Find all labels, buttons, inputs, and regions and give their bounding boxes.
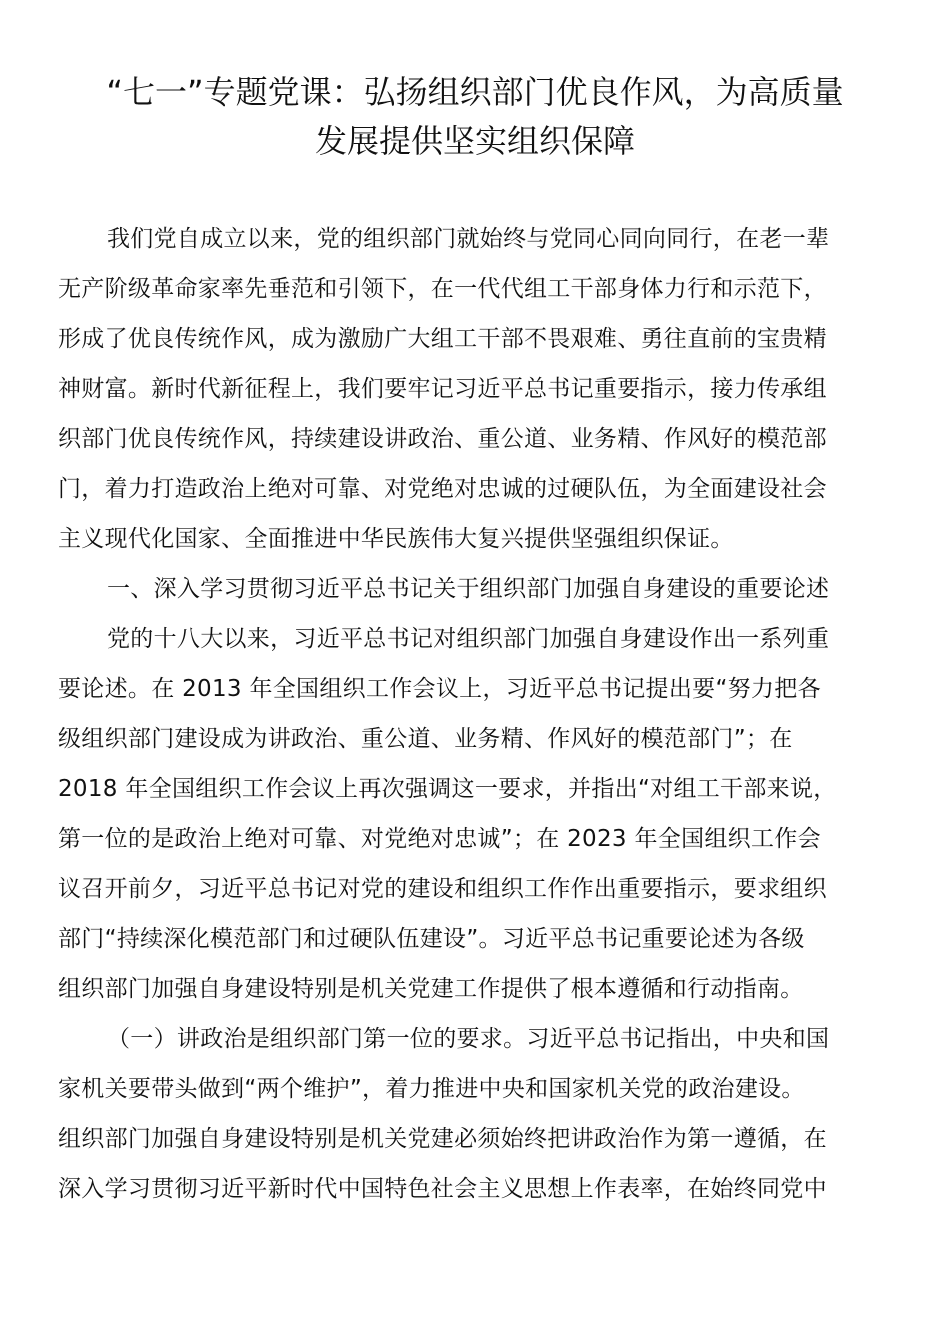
paragraph-line: 神财富。新时代新征程上，我们要牢记习近平总书记重要指示，接力传承组 [58, 376, 827, 402]
paragraph-line: 家机关要带头做到“两个维护”，着力推进中央和国家机关党的政治建设。 [58, 1076, 805, 1102]
title-line-2: 发展提供坚实组织保障 [314, 122, 635, 160]
paragraph-line: 组织部门加强自身建设特别是机关党建工作提供了根本遵循和行动指南。 [58, 976, 804, 1002]
paragraph-line: 部门“持续深化模范部门和过硬队伍建设”。习近平总书记重要论述为各级 [58, 926, 805, 952]
paragraph-line: 织部门优良传统作风，持续建设讲政治、重公道、业务精、作风好的模范部 [58, 426, 827, 452]
document-body [58, 214, 888, 1214]
paragraph-line: 形成了优良传统作风，成为激励广大组工干部不畏艰难、勇往直前的宝贵精 [58, 326, 827, 352]
paragraph-line: 议召开前夕，习近平总书记对党的建设和组织工作作出重要指示，要求组织 [58, 876, 827, 902]
paragraph-line: 无产阶级革命家率先垂范和引领下，在一代代组工干部身体力行和示范下， [58, 276, 827, 302]
paragraph-line: 级组织部门建设成为讲政治、重公道、业务精、作风好的模范部门”；在 [58, 726, 793, 752]
paragraph-line: 门，着力打造政治上绝对可靠、对党绝对忠诚的过硬队伍，为全面建设社会 [58, 476, 827, 502]
paragraph-line: 第一位的是政治上绝对可靠、对党绝对忠诚”；在 2023 年全国组织工作会 [58, 826, 821, 852]
document-title [40, 68, 910, 166]
paragraph-line: 我们党自成立以来，党的组织部门就始终与党同心同向同行，在老一辈 [107, 226, 830, 252]
subsection-line: （一）讲政治是组织部门第一位的要求。习近平总书记指出，中央和国 [107, 1026, 830, 1052]
paragraph-line: 要论述。在 2013 年全国组织工作会议上，习近平总书记提出要“努力把各 [58, 676, 821, 702]
paragraph-line: 深入学习贯彻习近平新时代中国特色社会主义思想上作表率，在始终同党中 [58, 1176, 827, 1202]
paragraph-line: 2018 年全国组织工作会议上再次强调这一要求，并指出“对组工干部来说， [58, 776, 837, 802]
paragraph-line: 党的十八大以来，习近平总书记对组织部门加强自身建设作出一系列重 [107, 626, 830, 652]
section-heading: 一、深入学习贯彻习近平总书记关于组织部门加强自身建设的重要论述 [107, 576, 830, 602]
title-line-1: “七一”专题党课：弘扬组织部门优良作风，为高质量 [106, 73, 844, 111]
paragraph-line: 主义现代化国家、全面推进中华民族伟大复兴提供坚强组织保证。 [58, 526, 734, 552]
paragraph-line: 组织部门加强自身建设特别是机关党建必须始终把讲政治作为第一遵循，在 [58, 1126, 827, 1152]
